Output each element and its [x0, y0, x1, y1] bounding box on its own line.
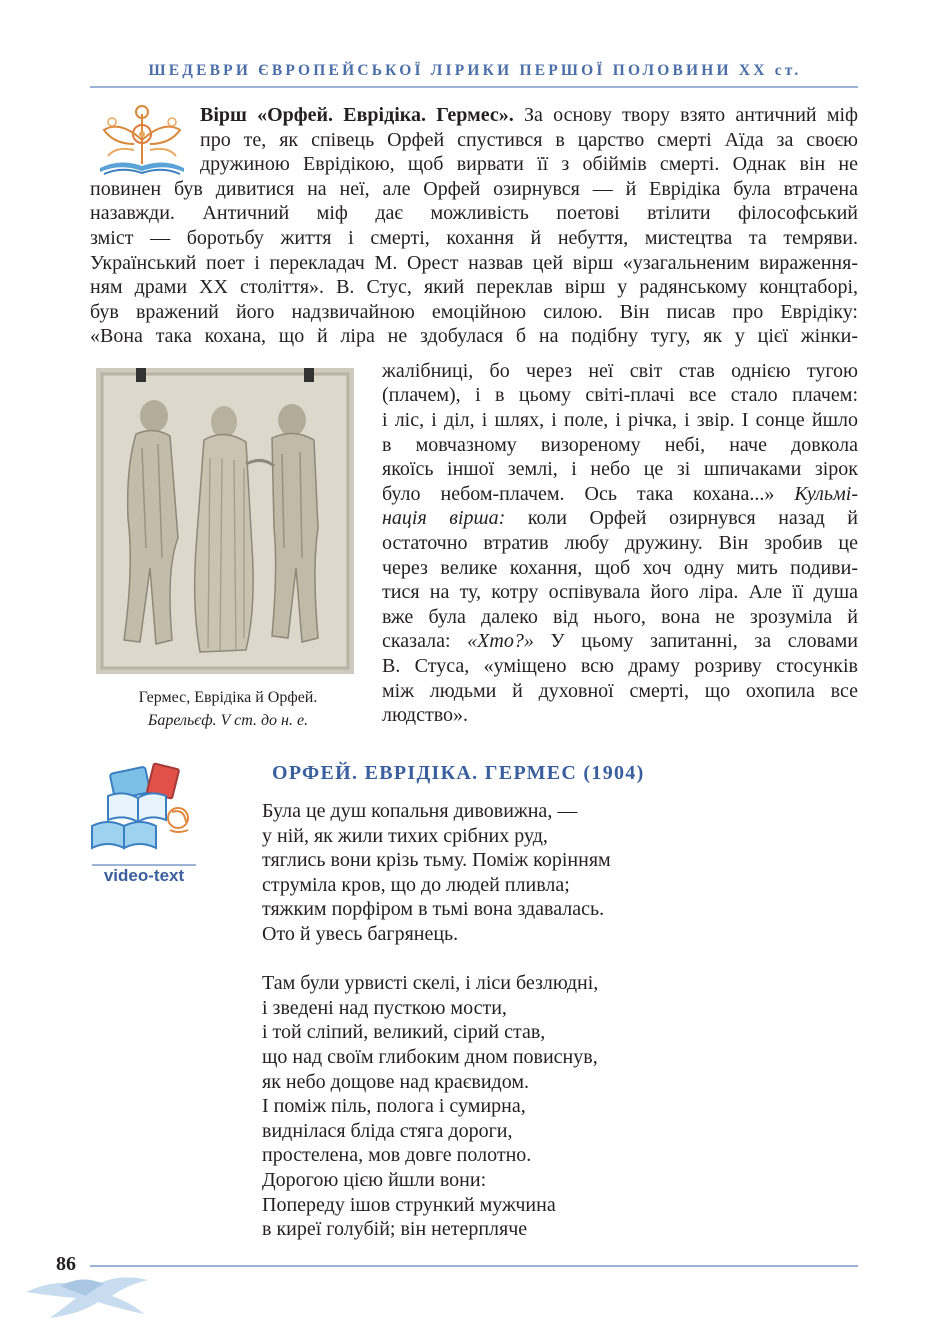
- said-prefix: сказала:: [382, 630, 451, 653]
- intro-line: був вражений його надзвичайною емоційною силою. Він писав про Еврідіку:: [90, 300, 858, 323]
- poem-line: тяглись вони крізь тьму. Поміж корінням: [262, 849, 611, 872]
- poem-line: струміла кров, що до людей пливла;: [262, 873, 570, 896]
- term-rest-text: коли Орфей озирнувся назад й: [527, 507, 858, 530]
- intro-line: Український поет і перекладач М. Орест назвав цей вірш «узагальненим вираження-: [90, 251, 858, 274]
- intro-paragraph: [200, 103, 858, 177]
- poem-line: Ото й увесь багрянець.: [262, 922, 459, 945]
- side-line-said: [382, 629, 858, 654]
- intro-line: дружиною Еврідікою, щоб вирвати її з обіймів смерті. Однак він не: [200, 153, 858, 176]
- footer-rule: [90, 1265, 858, 1267]
- caption-subtitle: Барельєф. V ст. до н. е.: [147, 712, 309, 729]
- intro-paragraph-full: [90, 177, 858, 349]
- caption-title: Гермес, Еврідіка й Орфей.: [138, 689, 318, 706]
- side-line: між людьми й духовної смерті, що охопила все: [382, 679, 858, 702]
- poem-line: як небо дощове над краєвидом.: [262, 1070, 529, 1093]
- quote-end-text: було небом-плачем. Ось така кохана...»: [382, 482, 775, 505]
- side-line-term: [382, 506, 858, 531]
- poem-line: Там були урвисті скелі, і ліси безлюдні,: [262, 972, 599, 995]
- stanza-gap: [262, 947, 611, 972]
- bas-relief-image: [96, 368, 354, 674]
- intro-line-1-text: За основу твору взято античний міф: [523, 104, 858, 126]
- intro-line: зміст — боротьбу життя і смерті, кохання й небуття, мистецтва та темряви.: [90, 226, 858, 249]
- poem-title: ОРФЕЙ. ЕВРІДІКА. ГЕРМЕС (1904): [272, 762, 645, 784]
- poem-line: Дорогою цією йшли вони:: [262, 1168, 487, 1191]
- poem-line: І поміж піль, полога і сумирна,: [262, 1095, 526, 1118]
- said-rest: У цьому запитанні, за словами: [550, 630, 858, 653]
- ornament-book-icon: [90, 100, 194, 182]
- intro-line-1: [200, 103, 858, 128]
- poem-line: що над своїм глибоким дном повиснув,: [262, 1045, 598, 1068]
- intro-line: ням драми ХХ століття». В. Стус, який переклав вірш у радянському концтаборі,: [90, 276, 858, 299]
- poem-line: в киреї голубій; він нетерпляче: [262, 1218, 528, 1241]
- video-text-link[interactable]: video-text: [103, 866, 185, 885]
- intro-line: назавжди. Античний міф дає можливість поетові втілити філософський: [90, 202, 858, 225]
- said-question: «Хто?»: [467, 630, 534, 653]
- poem-line: простелена, мов довге полотно.: [262, 1144, 532, 1167]
- intro-line: про те, як співець Орфей спустився в царство смерті Аїда за своєю: [200, 128, 858, 151]
- side-line: остаточно втратив любу дружину. Він зробив це: [382, 531, 858, 554]
- video-text-books-icon[interactable]: [88, 760, 196, 852]
- term-culmination-part1: Кульмі-: [794, 482, 858, 505]
- poem-line: і той сліпий, великий, сірий став,: [262, 1021, 546, 1044]
- side-line-quote-end: [382, 482, 858, 507]
- side-line: через велике кохання, щоб хоч одну мить подиви-: [382, 556, 858, 579]
- side-paragraph: [382, 359, 858, 728]
- side-line: в мовчазному визореному небі, наче довкола: [382, 433, 858, 456]
- page-number: 86: [56, 1253, 76, 1275]
- poem-line: Попереду ішов стрункий мужчина: [262, 1193, 556, 1216]
- side-line: якоїсь іншої землі, і небо це зі шпичаками зірок: [382, 458, 858, 481]
- intro-heading: Вірш «Орфей. Еврідіка. Гермес».: [200, 104, 514, 126]
- side-line: вже була далеко від нього, вона не зрозуміла й: [382, 605, 858, 628]
- side-line: і ліс, і діл, і шлях, і поле, і річка, і звір. І сонце йшло: [382, 408, 858, 431]
- side-line: тися на ту, котру оспівувала його ліра. Але її душа: [382, 581, 858, 604]
- side-line: В. Стуса, «уміщено всю драму розриву стосунків: [382, 654, 858, 677]
- running-header: ШЕДЕВРИ ЄВРОПЕЙСЬКОЇ ЛІРИКИ ПЕРШОЇ ПОЛОВИНИ ХХ ст.: [148, 62, 802, 79]
- poem-line: виднілася бліда стяга дороги,: [262, 1119, 513, 1142]
- poem-line: і зведені над пусткою мости,: [262, 996, 507, 1019]
- intro-line: повинен був дивитися на неї, але Орфей озирнувся — й Еврідіка була втрачена: [90, 177, 858, 200]
- poem-body: [262, 799, 611, 1242]
- term-culmination-part2: нація вірша:: [382, 507, 506, 530]
- header-rule: [90, 86, 858, 88]
- intro-line: «Вона така кохана, що й ліра не здобулася б на подібну тугу, як у цієї жінки-: [90, 325, 858, 348]
- figure-caption: [90, 686, 366, 732]
- side-line: жалібниці, бо через неї світ став однією тугою: [382, 359, 858, 382]
- side-line: (плачем), і в цьому світі-плачі все стало плачем:: [382, 384, 858, 407]
- poem-line: Була це душ копальня дивовижна, —: [262, 800, 578, 822]
- birds-decoration-icon: [20, 1262, 170, 1324]
- poem-line: тяжким порфіром в тьмі вона здавалась.: [262, 898, 605, 921]
- side-line: людство».: [382, 704, 469, 727]
- poem-line: у ній, як жили тихих срібних руд,: [262, 824, 548, 847]
